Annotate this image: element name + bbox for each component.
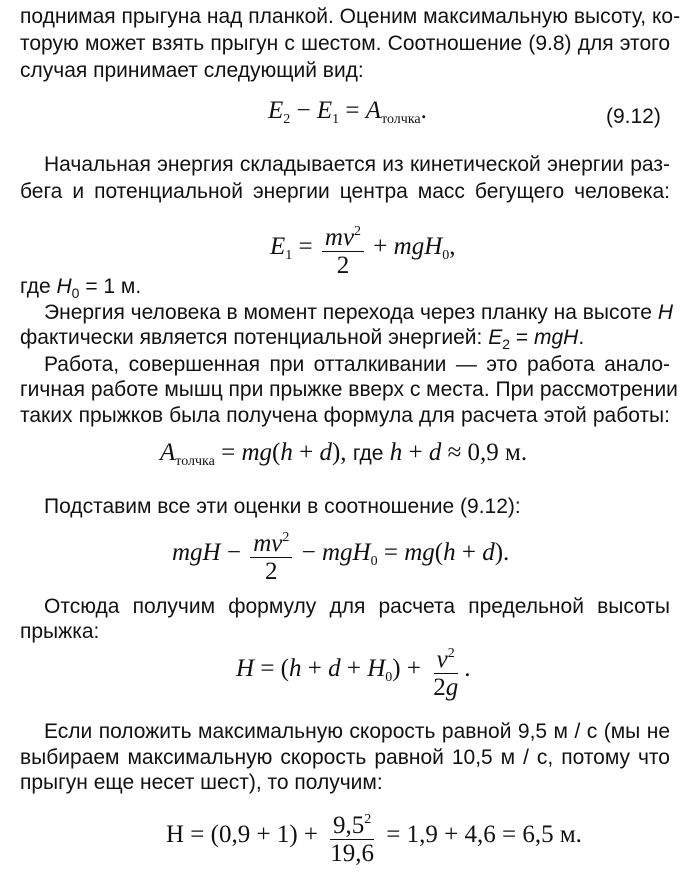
text-line: таких прыжков была получена формула для расчета этой работы: — [20, 404, 670, 427]
equation-substituted: mgH − $\frac{mv^2}{2}$ − mgH$_0$ = mg(h + d). — [172, 524, 509, 585]
text-line: выбираем максимальную скорость равной 10,5 м / с, потому что — [20, 746, 670, 769]
text-line: Если положить максимальную скорость равной 9,5 м / с (мы не — [44, 720, 670, 743]
equation-work: $A_{толчка} = mg(h + d)$, где h + d ≈ 0,9 м. — [160, 439, 528, 469]
text-line: прыжка: — [20, 620, 100, 643]
text-line: Работа, совершенная при отталкивании — это работа аналo- — [44, 353, 670, 376]
text-line-where-h0: где $H_0 = 1$ м. — [20, 275, 142, 301]
equation-final: H = (0,9 + 1) + $\frac{9,5^2}{19,6}$ = 1,9 + 4,6 = 6,5 м. — [166, 806, 582, 867]
equation-e1: $E_1$ = $\frac{mv^2}{2}$ + mgH$_0$, — [270, 218, 456, 279]
text-line: бега и потенциальной энергии центра масс бегущего человека: — [20, 180, 670, 203]
text-line: гичная работе мышц при прыжке вверх с места. При рассмотрении — [20, 378, 678, 401]
text-line: Начальная энергия складывается из кинетической энергии раз- — [44, 153, 670, 176]
text-line: случая принимает следующий вид: — [20, 59, 364, 82]
text-line: Подставим все эти оценки в соотношение (9.12): — [44, 495, 521, 518]
text-line: Отсюда получим формулу для расчета предельной высоты — [44, 595, 670, 618]
text-line: прыгун еще несет шест), то получим: — [20, 771, 383, 794]
equation-9-12: $E_2 - E_1 = A_{толчка}$. — [268, 97, 427, 127]
equation-number: (9.12) — [606, 105, 661, 128]
equation-height: $H = (h + d + H_0)$ + $\frac{v^2}{2g}$ . — [236, 640, 470, 701]
text-line: поднимая прыгуна над планкой. Оценим максимальную высоту, ко- — [20, 5, 681, 28]
text-line: фактически является потенциальной энергией: $E_2$ = mgH. — [20, 326, 585, 352]
text-line: Энергия человека в момент перехода через планку на высоте H — [44, 301, 674, 324]
text-line: торую может взять прыгун с шестом. Соотношение (9.8) для этого — [20, 32, 670, 55]
